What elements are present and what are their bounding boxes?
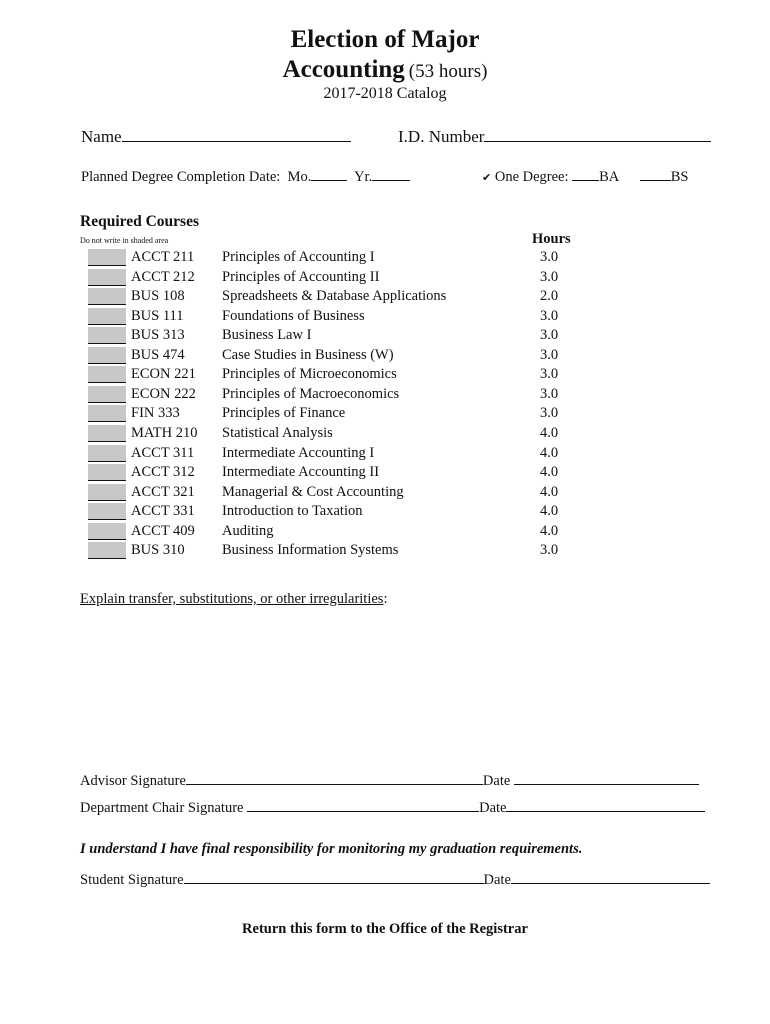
shaded-entry-box <box>88 542 126 559</box>
course-row <box>0 405 770 424</box>
course-hours: 3.0 <box>539 249 559 265</box>
course-hours: 4.0 <box>539 522 559 539</box>
shaded-entry-box <box>88 445 126 462</box>
year-input-line[interactable] <box>372 165 410 181</box>
explain-irregularities <box>80 591 387 608</box>
shaded-entry-box <box>88 464 126 481</box>
course-row <box>0 484 770 503</box>
course-name: Principles of Accounting II <box>222 268 380 285</box>
hours-column-header: Hours <box>532 231 571 247</box>
course-name: Statistical Analysis <box>222 424 333 441</box>
chair-signature-line[interactable] <box>247 796 479 812</box>
ba-label: BA <box>599 169 619 185</box>
course-name: Business Law I <box>222 327 312 344</box>
course-hours: 3.0 <box>539 366 559 383</box>
shaded-entry-box <box>88 503 126 520</box>
explain-text-area[interactable] <box>80 615 710 755</box>
course-row <box>0 542 770 561</box>
id-number-input-line[interactable] <box>484 126 711 142</box>
course-name: Managerial & Cost Accounting <box>222 483 404 500</box>
course-name: Intermediate Accounting I <box>222 444 375 461</box>
chair-signature-field <box>80 796 705 817</box>
course-hours: 3.0 <box>539 405 559 422</box>
course-name: Intermediate Accounting II <box>222 464 380 481</box>
course-name: Introduction to Taxation <box>222 503 363 520</box>
name-field <box>81 126 351 147</box>
shaded-entry-box <box>88 327 126 344</box>
form-title: Election of Major <box>290 26 480 53</box>
major-hours: (53 hours) <box>408 61 488 82</box>
student-date-label: Date <box>483 872 511 888</box>
course-hours: 4.0 <box>539 503 559 520</box>
shaded-entry-box <box>88 249 126 266</box>
course-code: MATH 210 <box>131 424 198 441</box>
advisor-signature-label: Advisor Signature <box>80 773 186 789</box>
course-row <box>0 386 770 405</box>
course-code: BUS 111 <box>131 307 184 324</box>
course-hours: 3.0 <box>539 327 559 344</box>
advisor-date-label: Date <box>482 773 511 789</box>
course-code: ACCT 211 <box>131 249 195 265</box>
course-code: ACCT 409 <box>131 522 195 539</box>
shaded-entry-box <box>88 288 126 305</box>
shaded-entry-box <box>88 425 126 442</box>
course-hours: 4.0 <box>539 464 559 481</box>
check-icon: ✔ <box>482 171 492 184</box>
one-degree-label: One Degree: <box>494 169 569 185</box>
id-number-label: I.D. Number <box>398 127 485 146</box>
course-row <box>0 308 770 327</box>
name-input-line[interactable] <box>122 126 351 142</box>
course-row <box>0 347 770 366</box>
explain-label: Explain transfer, substitutions, or other irregularities <box>80 591 384 607</box>
course-name: Spreadsheets & Database Applications <box>222 288 447 305</box>
student-signature-field <box>80 868 710 889</box>
shaded-entry-box <box>88 347 126 364</box>
bs-input-line[interactable] <box>640 165 671 181</box>
responsibility-statement: I understand I have final responsibility for monitoring my graduation requirements. <box>80 841 583 857</box>
completion-date-label: Planned Degree Completion Date: <box>81 169 281 185</box>
shaded-entry-box <box>88 405 126 422</box>
student-signature-label: Student Signature <box>80 872 184 888</box>
course-row <box>0 249 770 268</box>
course-hours: 3.0 <box>539 346 559 363</box>
course-hours: 2.0 <box>539 288 559 305</box>
course-row <box>0 288 770 307</box>
shaded-entry-box <box>88 269 126 286</box>
course-row <box>0 425 770 444</box>
bs-label: BS <box>670 169 689 185</box>
course-row <box>0 366 770 385</box>
course-row <box>0 445 770 464</box>
student-signature-line[interactable] <box>184 868 484 884</box>
course-code: BUS 313 <box>131 327 185 344</box>
shaded-entry-box <box>88 308 126 325</box>
major-title <box>0 56 770 84</box>
course-code: ECON 222 <box>131 385 196 402</box>
course-code: ACCT 321 <box>131 483 195 500</box>
course-code: BUS 108 <box>131 288 185 305</box>
advisor-signature-line[interactable] <box>186 769 483 785</box>
course-name: Case Studies in Business (W) <box>222 346 394 363</box>
course-name: Principles of Microeconomics <box>222 366 397 383</box>
course-hours: 4.0 <box>539 444 559 461</box>
catalog-year: 2017-2018 Catalog <box>323 85 447 102</box>
course-row <box>0 503 770 522</box>
completion-date-field <box>81 165 410 186</box>
name-label: Name <box>81 127 122 146</box>
course-name: Foundations of Business <box>222 307 365 324</box>
month-input-line[interactable] <box>311 165 347 181</box>
course-hours: 4.0 <box>539 483 559 500</box>
month-label: Mo. <box>287 169 312 185</box>
advisor-date-line[interactable] <box>514 769 699 785</box>
course-name: Business Information Systems <box>222 542 399 559</box>
course-code: ACCT 212 <box>131 268 195 285</box>
explain-colon: : <box>383 591 388 607</box>
course-code: FIN 333 <box>131 405 180 422</box>
course-name: Auditing <box>222 522 274 539</box>
course-code: BUS 310 <box>131 542 185 559</box>
course-code: ACCT 311 <box>131 444 195 461</box>
course-hours: 3.0 <box>539 542 559 559</box>
required-courses-heading: Required Courses <box>80 213 199 230</box>
course-name: Principles of Finance <box>222 405 346 422</box>
course-code: BUS 474 <box>131 346 185 363</box>
shaded-entry-box <box>88 484 126 501</box>
course-row <box>0 269 770 288</box>
course-code: ECON 221 <box>131 366 196 383</box>
shaded-area-note: Do not write in shaded area <box>80 236 169 245</box>
chair-date-line[interactable] <box>506 796 705 812</box>
shaded-entry-box <box>88 386 126 403</box>
course-hours: 4.0 <box>539 424 559 441</box>
course-row <box>0 523 770 542</box>
course-row <box>0 464 770 483</box>
course-code: ACCT 331 <box>131 503 195 520</box>
course-hours: 3.0 <box>539 268 559 285</box>
advisor-signature-field <box>80 769 699 790</box>
id-number-field <box>398 126 711 147</box>
one-degree-field <box>482 165 688 186</box>
ba-input-line[interactable] <box>572 165 599 181</box>
student-date-line[interactable] <box>511 868 710 884</box>
course-hours: 3.0 <box>539 385 559 402</box>
course-row <box>0 327 770 346</box>
year-label: Yr. <box>354 169 373 185</box>
course-name: Principles of Macroeconomics <box>222 385 400 402</box>
course-code: ACCT 312 <box>131 464 195 481</box>
chair-signature-label: Department Chair Signature <box>80 800 244 816</box>
major-name: Accounting <box>282 56 405 83</box>
chair-date-label: Date <box>479 800 507 816</box>
shaded-entry-box <box>88 366 126 383</box>
shaded-entry-box <box>88 523 126 540</box>
course-hours: 3.0 <box>539 307 559 324</box>
return-instructions: Return this form to the Office of the Registrar <box>242 921 528 937</box>
course-name: Principles of Accounting I <box>222 249 375 265</box>
